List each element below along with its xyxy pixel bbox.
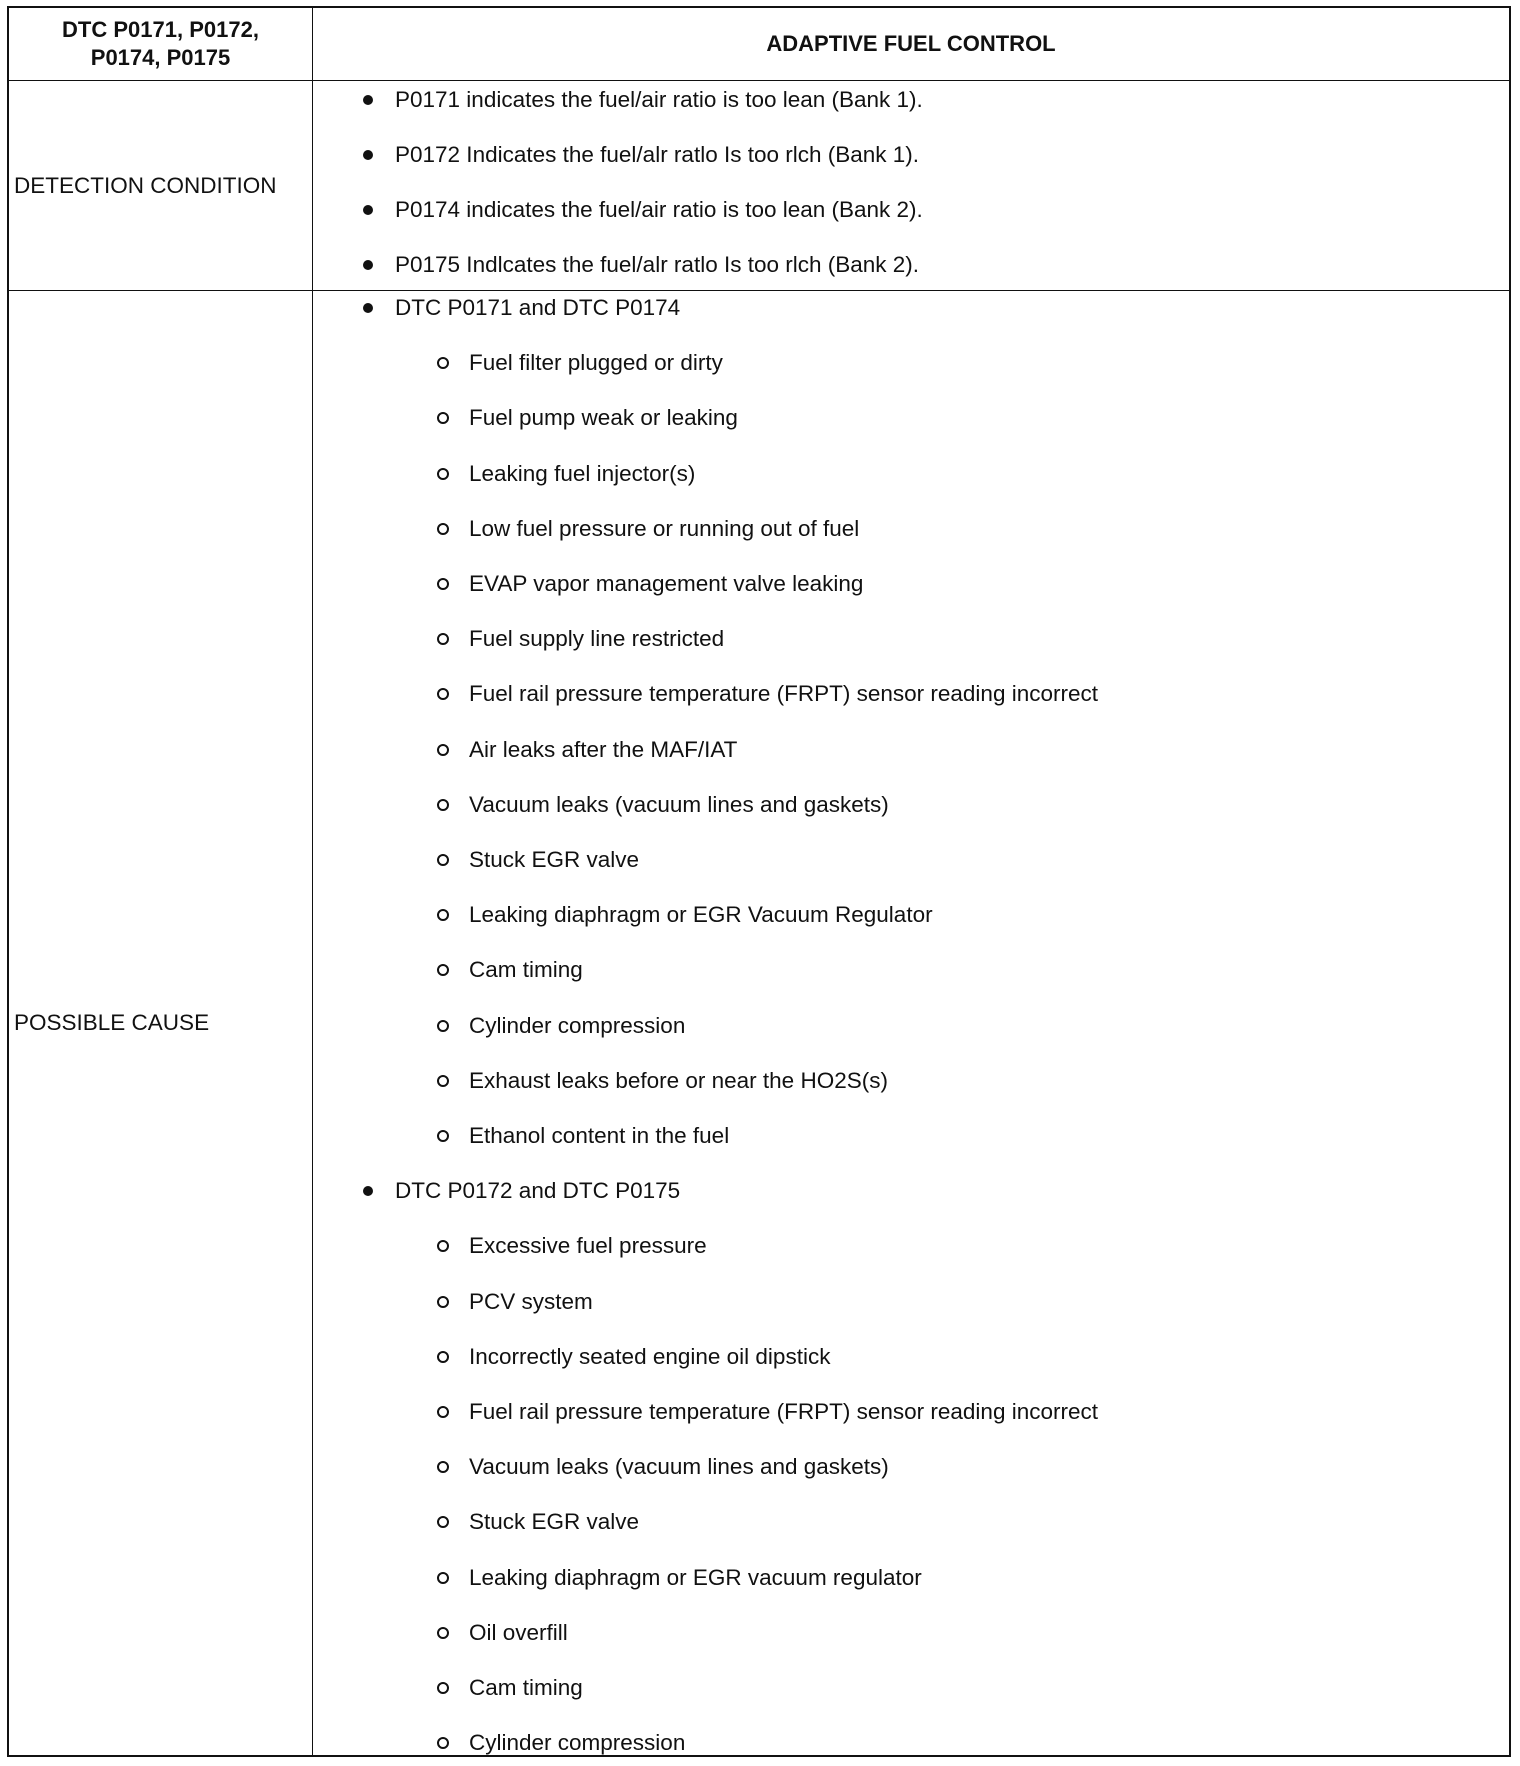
- cause-item-text: Fuel filter plugged or dirty: [469, 350, 723, 376]
- cause-item-text: Excessive fuel pressure: [469, 1233, 707, 1259]
- cause-item: [313, 514, 1509, 544]
- bullet-hollow-icon: [437, 964, 449, 976]
- cause-item-text: Incorrectly seated engine oil dipstick: [469, 1343, 831, 1369]
- cause-item: [313, 790, 1509, 820]
- cause-item-text: Exhaust leaks before or near the HO2S(s): [469, 1067, 888, 1093]
- detection-item: [313, 85, 1509, 115]
- cause-item: [313, 1231, 1509, 1261]
- cause-group-title-text: DTC P0171 and DTC P0174: [395, 295, 681, 320]
- bullet-hollow-icon: [437, 688, 449, 700]
- cause-item-text: Cylinder compression: [469, 1730, 686, 1756]
- cause-item-text: Stuck EGR valve: [469, 847, 640, 872]
- bullet-hollow-icon: [437, 1572, 449, 1584]
- cause-item: [313, 1507, 1509, 1537]
- cause-item-text: Cam timing: [469, 1675, 583, 1700]
- bullet-hollow-icon: [437, 1516, 449, 1528]
- cause-group-title-text: DTC P0172 and DTC P0175: [395, 1178, 681, 1204]
- bullet-hollow-icon: [437, 1130, 449, 1142]
- cause-item: [313, 955, 1509, 985]
- table-title: ADAPTIVE FUEL CONTROL: [766, 31, 1056, 56]
- cause-item-text: Leaking diaphragm or EGR vacuum regulator: [469, 1564, 922, 1590]
- cause-item-text: Vacuum leaks (vacuum lines and gaskets): [469, 1454, 889, 1480]
- bullet-hollow-icon: [437, 1682, 449, 1694]
- cause-item: [313, 348, 1509, 378]
- cause-item: [313, 1287, 1509, 1317]
- cause-item-text: Stuck EGR valve: [469, 1509, 640, 1535]
- bullet-hollow-icon: [437, 523, 449, 535]
- cause-item: [313, 1342, 1509, 1372]
- cause-item: [313, 459, 1509, 489]
- header-row: [9, 8, 1509, 81]
- cause-item: [313, 1618, 1509, 1648]
- detection-item: [313, 140, 1509, 170]
- bullet-hollow-icon: [437, 357, 449, 369]
- bullet-hollow-icon: [437, 1296, 449, 1308]
- detection-condition-row: [9, 81, 1509, 291]
- cause-item-text: Fuel pump weak or leaking: [469, 405, 738, 431]
- cause-item: [313, 1452, 1509, 1482]
- detection-item-text: P0174 indicates the fuel/air ratio is too lean (Bank 2).: [395, 197, 923, 222]
- cause-item: [313, 1728, 1509, 1758]
- cause-item-text: Vacuum leaks (vacuum lines and gaskets): [469, 791, 889, 817]
- possible-cause-label: POSSIBLE CAUSE: [9, 291, 313, 1755]
- cause-group-title: [313, 1176, 1509, 1206]
- cause-item-text: Air leaks after the MAF/IAT: [469, 736, 738, 762]
- bullet-filled-icon: [363, 303, 373, 313]
- detection-item-text: P0175 Indlcates the fuel/alr ratlo Is too rlch (Bank 2).: [395, 252, 920, 277]
- cause-item: [313, 900, 1509, 930]
- bullet-hollow-icon: [437, 578, 449, 590]
- bullet-filled-icon: [363, 1186, 373, 1196]
- cause-item-text: Oil overfill: [469, 1619, 568, 1645]
- bullet-hollow-icon: [437, 633, 449, 645]
- bullet-filled-icon: [363, 150, 373, 160]
- cause-item: [313, 569, 1509, 599]
- cause-item: [313, 1397, 1509, 1427]
- detection-condition-label: DETECTION CONDITION: [9, 81, 313, 290]
- cause-item: [313, 679, 1509, 709]
- cause-group-title: [313, 293, 1509, 323]
- cause-item-text: Low fuel pressure or running out of fuel: [469, 515, 860, 541]
- bullet-filled-icon: [363, 95, 373, 105]
- cause-item-text: Fuel rail pressure temperature (FRPT) sensor reading incorrect: [469, 681, 1098, 707]
- cause-item-text: Cam timing: [469, 957, 583, 983]
- bullet-hollow-icon: [437, 1406, 449, 1418]
- dtc-codes-header: DTC P0171, P0172, P0174, P0175: [9, 8, 313, 80]
- cause-item-text: Fuel supply line restricted: [469, 626, 725, 652]
- cause-item-text: Leaking fuel injector(s): [469, 460, 696, 486]
- bullet-hollow-icon: [437, 468, 449, 480]
- cause-item: [313, 1011, 1509, 1041]
- cause-item-text: Cylinder compression: [469, 1012, 686, 1038]
- dtc-table: [7, 6, 1511, 1757]
- bullet-hollow-icon: [437, 1075, 449, 1087]
- cause-item-text: Fuel rail pressure temperature (FRPT) sensor reading incorrect: [469, 1399, 1098, 1424]
- bullet-hollow-icon: [437, 1240, 449, 1252]
- detection-condition-list: [313, 81, 1509, 290]
- bullet-hollow-icon: [437, 909, 449, 921]
- possible-cause-list: [313, 291, 1509, 1755]
- detection-item-text: P0172 Indicates the fuel/alr ratlo Is too rlch (Bank 1).: [395, 142, 920, 167]
- bullet-hollow-icon: [437, 1351, 449, 1363]
- cause-item: [313, 845, 1509, 875]
- cause-item-text: Ethanol content in the fuel: [469, 1123, 730, 1148]
- bullet-hollow-icon: [437, 1737, 449, 1749]
- cause-item: [313, 1066, 1509, 1096]
- cause-item: [313, 735, 1509, 765]
- detection-item: [313, 250, 1509, 280]
- bullet-hollow-icon: [437, 1461, 449, 1473]
- bullet-hollow-icon: [437, 744, 449, 756]
- cause-item: [313, 1121, 1509, 1151]
- cause-item: [313, 403, 1509, 433]
- cause-item: [313, 1563, 1509, 1593]
- cause-item-text: PCV system: [469, 1288, 593, 1314]
- bullet-hollow-icon: [437, 854, 449, 866]
- bullet-filled-icon: [363, 260, 373, 270]
- bullet-hollow-icon: [437, 799, 449, 811]
- cause-item: [313, 1673, 1509, 1703]
- bullet-filled-icon: [363, 205, 373, 215]
- cause-item: [313, 624, 1509, 654]
- cause-item-text: EVAP vapor management valve leaking: [469, 571, 864, 596]
- possible-cause-row: [9, 291, 1509, 1755]
- bullet-hollow-icon: [437, 412, 449, 424]
- detection-item-text: P0171 indicates the fuel/air ratio is too lean (Bank 1).: [395, 87, 923, 112]
- bullet-hollow-icon: [437, 1020, 449, 1032]
- cause-item-text: Leaking diaphragm or EGR Vacuum Regulator: [469, 902, 933, 928]
- bullet-hollow-icon: [437, 1627, 449, 1639]
- detection-item: [313, 195, 1509, 225]
